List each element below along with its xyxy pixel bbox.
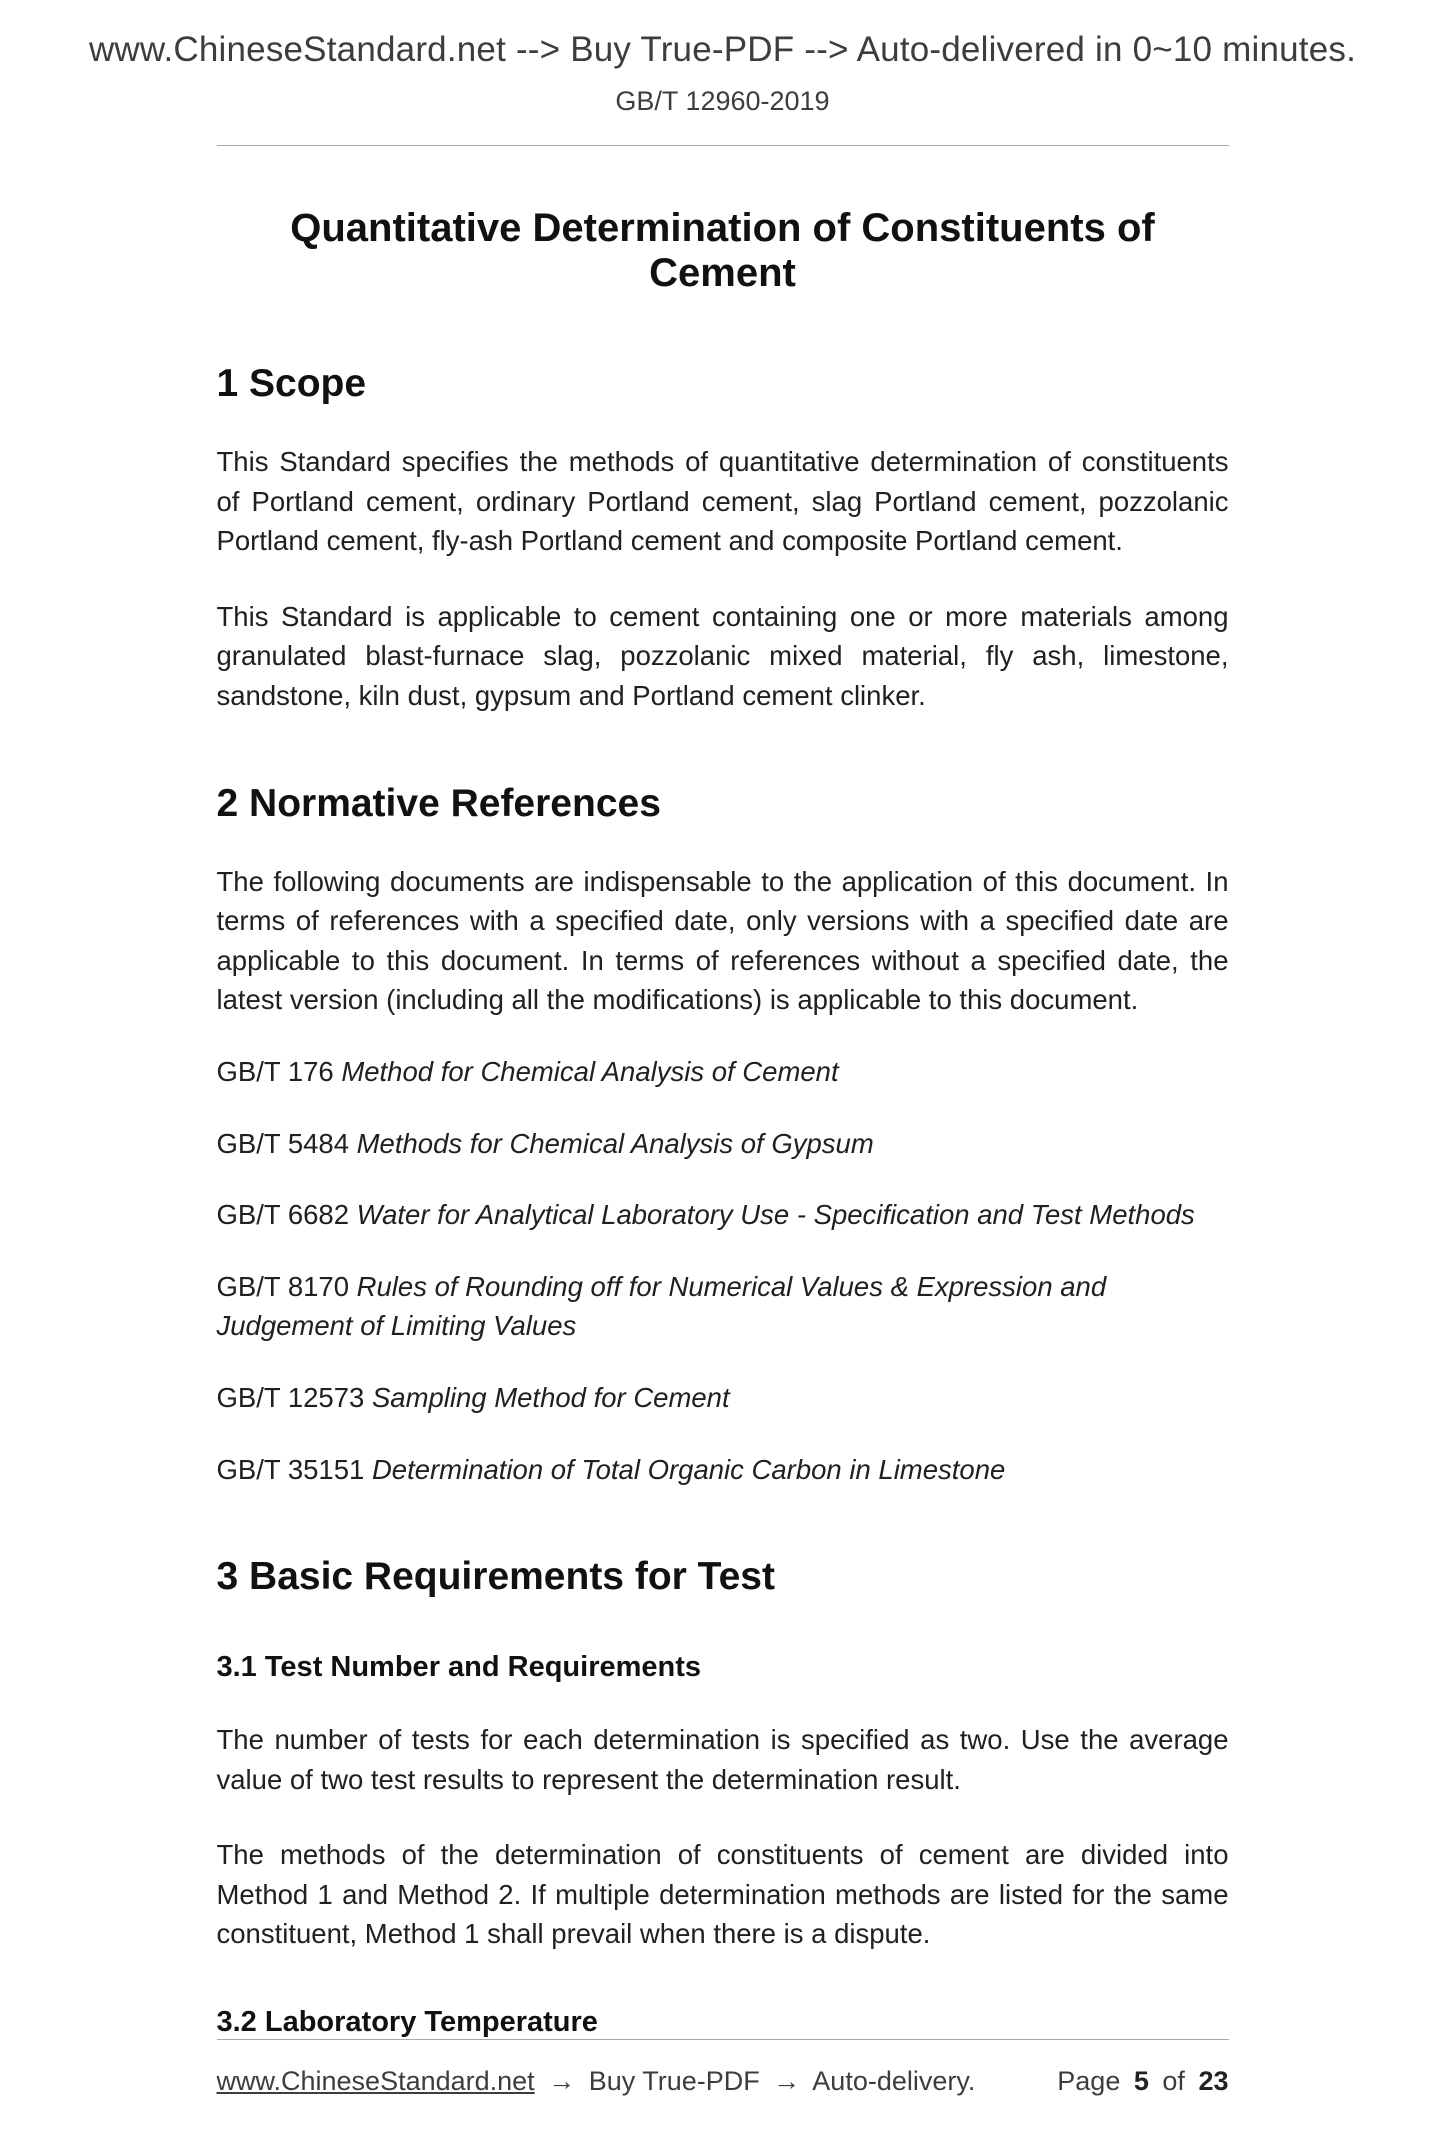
footer-buy-text: Buy True-PDF — [588, 2066, 760, 2097]
reference-title: Water for Analytical Laboratory Use - Specification and Test Methods — [356, 1199, 1195, 1231]
reference-code: GB/T 5484 — [216, 1127, 349, 1159]
reference-title: Method for Chemical Analysis of Cement — [341, 1055, 839, 1087]
page-footer — [217, 2039, 1229, 2139]
footer-site-link[interactable]: www.ChineseStandard.net — [216, 2066, 535, 2097]
reference-title: Sampling Method for Cement — [371, 1381, 730, 1413]
current-page-number: 5 — [1133, 2066, 1149, 2097]
standard-number: GB/T 12960-2019 — [615, 86, 830, 116]
document-content — [217, 146, 1229, 2039]
reference-item — [217, 1378, 1229, 1418]
page-indicator — [1051, 2066, 1228, 2097]
section-3-1-paragraph-1: The number of tests for each determination is specified as two. Use the average value of two test results to represent the determination result. — [216, 1724, 1229, 1795]
reference-item — [217, 1450, 1229, 1490]
reference-code: GB/T 35151 — [216, 1453, 365, 1485]
reference-title: Rules of Rounding off for Numerical Values & Expression and Judgement of Limiting Values — [216, 1270, 1107, 1342]
reference-item — [217, 1267, 1229, 1346]
arrow-right-icon: → — [773, 2066, 801, 2097]
reference-item — [217, 1052, 1229, 1092]
footer-delivery-text: Auto-delivery. — [812, 2066, 976, 2097]
reference-code: GB/T 8170 — [216, 1270, 349, 1302]
reference-title: Determination of Total Organic Carbon in Limestone — [371, 1453, 1006, 1485]
page-label: Page — [1057, 2066, 1121, 2097]
scope-paragraph-1: This Standard specifies the methods of quantitative determination of constituents of Portland cement, ordinary Portland cement, slag Portland cement, pozzolanic Portland cement, fly-ash Portland cement and composite Portland cement. — [216, 446, 1229, 557]
scope-paragraph-2: This Standard is applicable to cement containing one or more materials among granulated blast-furnace slag, pozzolanic mixed material, fly ash, limestone, sandstone, kiln dust, gypsum and Portland cement clinker. — [216, 600, 1229, 711]
reference-code: GB/T 176 — [216, 1055, 334, 1087]
page-header — [0, 0, 1445, 146]
reference-item — [217, 1195, 1229, 1235]
footer-left — [217, 2066, 982, 2097]
section-1-heading: 1 Scope — [216, 362, 367, 405]
total-page-number: 23 — [1198, 2066, 1229, 2097]
document-title: Quantitative Determination of Constituents of Cement — [290, 206, 1155, 295]
of-label: of — [1162, 2066, 1185, 2097]
reference-item — [217, 1124, 1229, 1164]
footer-divider — [217, 2039, 1229, 2040]
header-banner: www.ChineseStandard.net --> Buy True-PDF --> Auto-delivered in 0~10 minutes. — [88, 30, 1357, 69]
section-3-1-heading: 3.1 Test Number and Requirements — [216, 1651, 702, 1684]
reference-title: Methods for Chemical Analysis of Gypsum — [356, 1127, 874, 1159]
arrow-right-icon: → — [548, 2066, 576, 2097]
section-3-1-paragraph-2: The methods of the determination of constituents of cement are divided into Method 1 and Method 2. If multiple determination methods are listed for the same constituent, Method 1 shall prevail when there is a dispute. — [216, 1839, 1229, 1950]
section-3-heading: 3 Basic Requirements for Test — [216, 1555, 775, 1599]
section-2-heading: 2 Normative References — [216, 781, 661, 825]
reference-code: GB/T 12573 — [216, 1381, 365, 1413]
normative-intro-paragraph: The following documents are indispensable to the application of this document. In terms of references with a specified date, only versions with a specified date are applicable to this document. In terms of references without a specified date, the latest version (including all the modifications) is applicable to this document. — [216, 865, 1229, 1016]
section-3-2-heading: 3.2 Laboratory Temperature — [216, 2006, 598, 2039]
reference-code: GB/T 6682 — [216, 1199, 349, 1231]
